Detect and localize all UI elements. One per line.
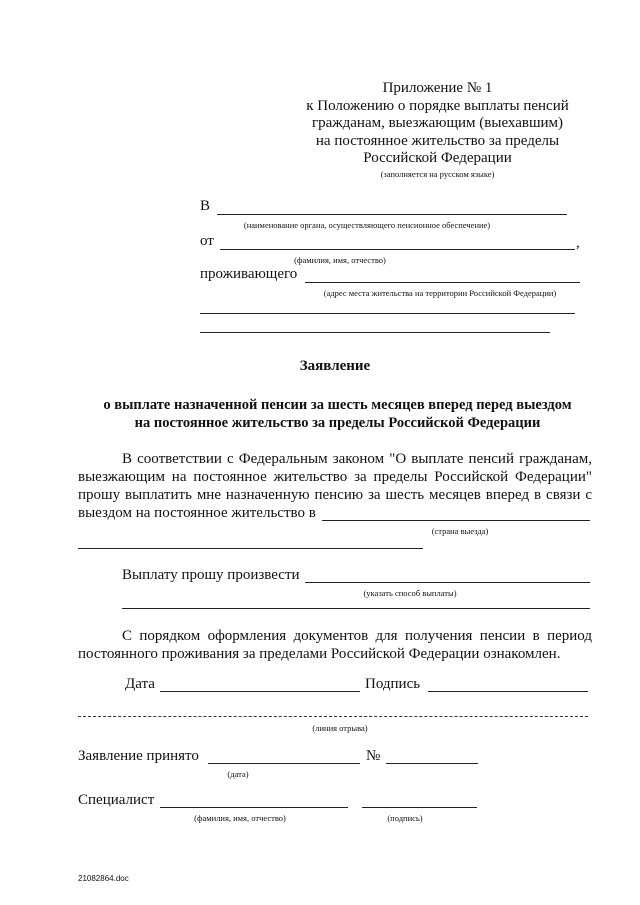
country-field-line[interactable] — [322, 520, 590, 521]
appendix-title: Приложение № 1 — [382, 80, 493, 96]
document-title: Заявление — [299, 358, 371, 374]
payment-label: Выплату прошу произвести — [122, 567, 300, 583]
residing-field-line-3[interactable] — [200, 332, 550, 333]
body-p2-line-1: С порядком оформления документов для получения пенсии в период — [122, 628, 592, 644]
to-caption: (наименование органа, осуществляющего пенсионное обеспечение) — [243, 220, 491, 230]
date-label: Дата — [125, 676, 155, 692]
number-field-line[interactable] — [386, 763, 478, 764]
header-line-3: на постоянное жительство за пределы — [315, 132, 560, 149]
body-p1-line-2: выезжающим на постоянное жительство за пределы Российской Федерации" — [78, 469, 592, 485]
number-label: № — [366, 748, 381, 764]
date-field-line[interactable] — [160, 691, 360, 692]
specialist-signature-caption: (подпись) — [387, 813, 423, 823]
tear-line — [78, 716, 588, 717]
specialist-signature-line[interactable] — [362, 807, 477, 808]
accepted-label: Заявление принято — [78, 748, 199, 764]
tear-caption: (линия отрыва) — [312, 723, 368, 733]
signature-label: Подпись — [365, 676, 421, 692]
from-field-line[interactable] — [220, 249, 575, 250]
header-line-4: Российской Федерации — [363, 150, 512, 166]
residing-label: проживающего — [200, 266, 298, 282]
residing-field-line-2[interactable] — [200, 313, 575, 314]
country-field-line-2[interactable] — [78, 548, 423, 549]
accepted-date-line[interactable] — [208, 763, 360, 764]
signature-field-line[interactable] — [428, 691, 588, 692]
accepted-date-caption: (дата) — [227, 769, 249, 779]
to-label: В — [200, 198, 211, 214]
header-line-1: к Положению о порядке выплаты пенсий — [306, 97, 569, 114]
body-p1-line-1: В соответствии с Федеральным законом "О выплате пенсий гражданам, — [122, 451, 592, 467]
language-note: (заполняется на русском языке) — [380, 168, 495, 179]
specialist-name-line[interactable] — [160, 807, 348, 808]
from-caption: (фамилия, имя, отчество) — [294, 255, 386, 265]
payment-field-line[interactable] — [305, 582, 590, 583]
to-field-line[interactable] — [217, 214, 567, 215]
document-subtitle-2: на постоянное жительство за пределы Российской Федерации — [134, 415, 541, 431]
payment-caption: (указать способ выплаты) — [363, 588, 457, 598]
residing-caption: (адрес места жительства на территории Российской Федерации) — [323, 288, 557, 298]
from-label: от — [200, 233, 214, 249]
document-subtitle-1: о выплате назначенной пенсии за шесть месяцев вперед перед выездом — [103, 397, 572, 413]
country-caption: (страна выезда) — [431, 526, 489, 536]
footer-filename: 21082864.doc — [78, 874, 129, 883]
residing-field-line[interactable] — [305, 282, 580, 283]
specialist-label: Специалист — [78, 792, 155, 808]
from-suffix: , — [576, 235, 580, 251]
body-p2-line-2: постоянного проживания за пределами Российской Федерации ознакомлен. — [78, 646, 561, 662]
body-p1-line-4: выездом на постоянное жительство в — [78, 505, 316, 521]
header-line-2: гражданам, выезжающим (выехавшим) — [311, 115, 564, 131]
header-block — [290, 80, 585, 180]
body-p1-line-3: прошу выплатить мне назначенную пенсию за шесть месяцев вперед в связи с — [78, 487, 592, 503]
payment-field-line-2[interactable] — [122, 608, 590, 609]
specialist-name-caption: (фамилия, имя, отчество) — [194, 813, 286, 823]
